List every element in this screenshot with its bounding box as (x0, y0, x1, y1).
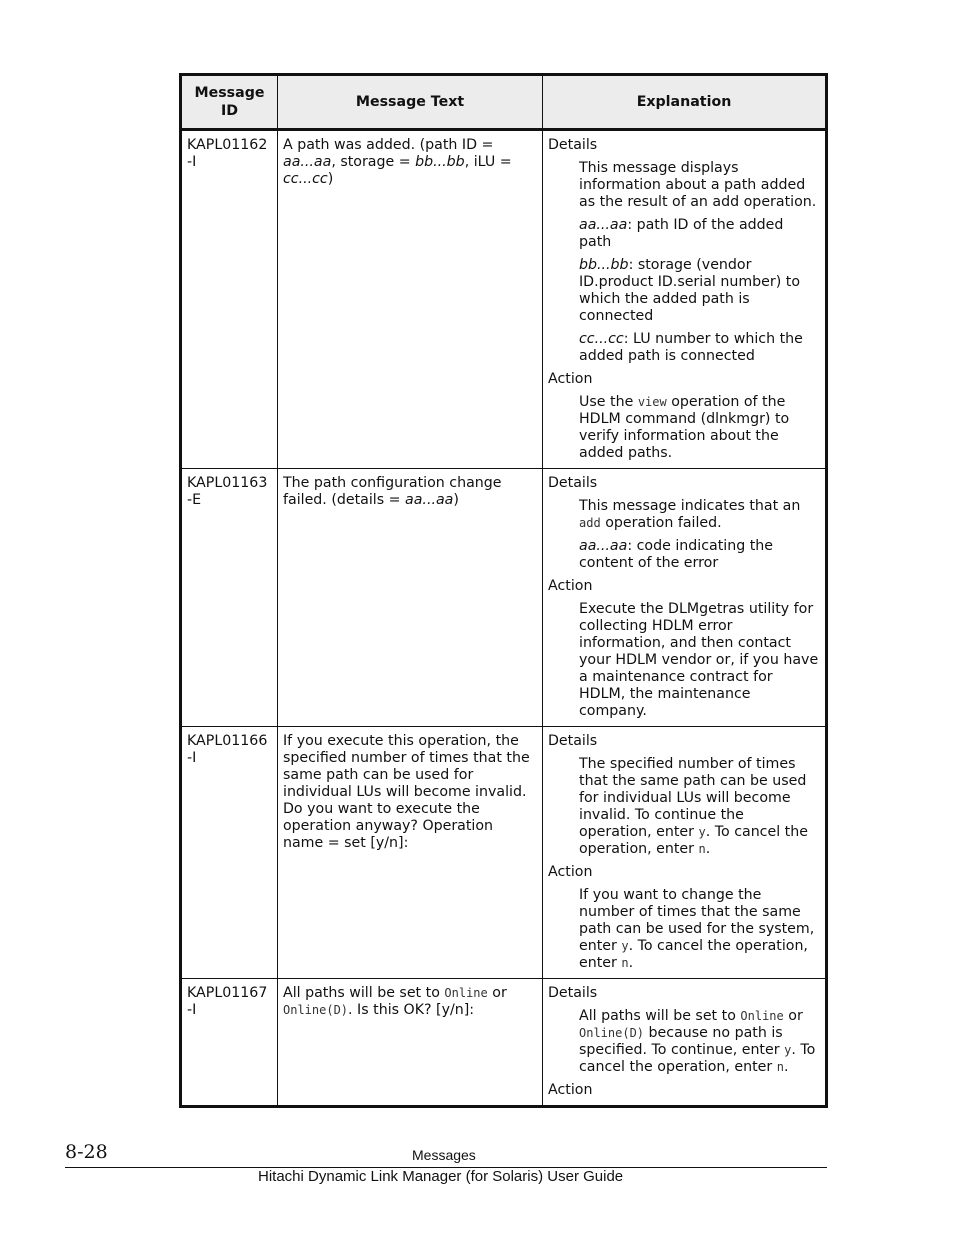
text-part: : storage (vendor ID.product ID.serial number) to which the added path is connected (579, 257, 801, 324)
code-text: y (784, 1043, 792, 1057)
table-row (181, 727, 827, 979)
text-part: , storage = (331, 154, 416, 170)
text-part: : path ID of the added path (579, 217, 784, 250)
action-heading: Action (548, 1082, 593, 1098)
message-id: KAPL01167-I (181, 979, 278, 1107)
text-part: ) (327, 171, 334, 187)
code-text: Online (740, 1009, 784, 1023)
code-text: view (637, 395, 667, 409)
text-part: A path was added. (path ID = (283, 137, 494, 153)
details-body (579, 1008, 820, 1076)
variable: bb...bb (579, 257, 629, 273)
explanation (543, 727, 827, 979)
text-part: This message indicates that an (579, 498, 801, 514)
variable: aa...aa (579, 217, 628, 233)
code-text: y (698, 825, 706, 839)
page-number: 8-28 (65, 1141, 108, 1163)
footer-section-name: Messages (412, 1147, 476, 1163)
text-part: . To cancel the operation, enter (579, 938, 808, 971)
explanation (543, 979, 827, 1107)
text-part: : code indicating the content of the error (579, 538, 773, 571)
table-row (181, 130, 827, 469)
action-body (579, 887, 820, 972)
message-table (179, 73, 828, 1108)
message-id: KAPL01166-I (181, 727, 278, 979)
code-text: n (776, 1060, 784, 1074)
code-text: Online(D) (579, 1026, 645, 1040)
text-part: . To cancel the operation, enter (579, 1042, 816, 1075)
message-text (278, 979, 543, 1107)
text-part: , iLU = (464, 154, 512, 170)
message-id: KAPL01163-E (181, 469, 278, 727)
text-part: . To cancel the operation, enter (579, 824, 808, 857)
message-text (278, 130, 543, 469)
text-part: All paths will be set to (283, 985, 445, 1001)
details-paragraph (579, 538, 820, 572)
code-text: y (621, 939, 629, 953)
details-body (579, 160, 820, 365)
text-part: If you want to change the number of times that the same path can be used for the system, enter (579, 887, 815, 954)
message-text: If you execute this operation, the specified number of times that the same path can be used for individual LUs will become invalid. Do you want to execute the operation anyway? Operation name = set [y/n]: (278, 727, 543, 979)
header-explanation: Explanation (543, 75, 827, 130)
explanation (543, 469, 827, 727)
variable: aa...aa (405, 492, 454, 508)
code-text: n (621, 956, 629, 970)
text-part: or (487, 985, 507, 1001)
text-part: . (628, 955, 634, 971)
details-paragraph (579, 1008, 820, 1076)
message-id: KAPL01162-I (181, 130, 278, 469)
details-heading: Details (548, 985, 598, 1001)
code-text: add (579, 516, 601, 530)
text-part: ) (453, 492, 459, 508)
details-paragraph (579, 217, 820, 251)
header-message-text: Message Text (278, 75, 543, 130)
details-paragraph (579, 756, 820, 858)
details-heading: Details (548, 137, 598, 153)
variable: aa...aa (283, 154, 332, 170)
action-paragraph: Execute the DLMgetras utility for collecting HDLM error information, and then contact your HDLM vendor or, if you have a maintenance contract for HDLM, the maintenance company. (579, 601, 819, 719)
details-heading: Details (548, 733, 598, 749)
details-body (579, 756, 820, 858)
variable: cc...cc (579, 331, 624, 347)
code-text: Online (444, 986, 488, 1000)
action-body (579, 601, 820, 720)
variable: cc...cc (283, 171, 328, 187)
header-message-id: Message ID (181, 75, 278, 130)
table-row (181, 979, 827, 1107)
text-part: . Is this OK? [y/n]: (348, 1002, 475, 1018)
text-part: . (705, 841, 711, 857)
message-text (278, 469, 543, 727)
text-part: operation failed. (600, 515, 722, 531)
code-text: Online(D) (283, 1003, 349, 1017)
explanation (543, 130, 827, 469)
variable: bb...bb (415, 154, 465, 170)
variable: aa...aa (579, 538, 628, 554)
table-row (181, 469, 827, 727)
details-paragraph (579, 331, 820, 365)
action-paragraph (579, 394, 820, 462)
details-paragraph: This message displays information about a path added as the result of an add operation. (579, 160, 817, 210)
action-heading: Action (548, 578, 593, 594)
action-paragraph (579, 887, 820, 972)
details-body (579, 498, 820, 572)
details-heading: Details (548, 475, 598, 491)
footer-document-title: Hitachi Dynamic Link Manager (for Solaris) User Guide (258, 1168, 624, 1185)
text-part: or (783, 1008, 803, 1024)
text-part: Use the (579, 394, 638, 410)
text-part: . (784, 1059, 789, 1075)
text-part: The specified number of times that the same path can be used for individual LUs will become invalid. To continue the operation, enter (579, 756, 807, 840)
text-part: operation of the HDLM command (dlnkmgr) to verify information about the added paths. (579, 394, 790, 461)
action-heading: Action (548, 864, 593, 880)
text-part: : LU number to which the added path is connected (579, 331, 803, 364)
details-paragraph (579, 257, 820, 325)
code-text: n (698, 842, 706, 856)
action-heading: Action (548, 371, 593, 387)
details-paragraph (579, 498, 820, 532)
text-part: because no path is specified. To continue, enter (579, 1025, 785, 1058)
text-part: All paths will be set to (579, 1008, 741, 1024)
table-header-row (181, 75, 827, 130)
action-body (579, 394, 820, 462)
text-part: The path configuration change failed. (details = (283, 475, 502, 508)
